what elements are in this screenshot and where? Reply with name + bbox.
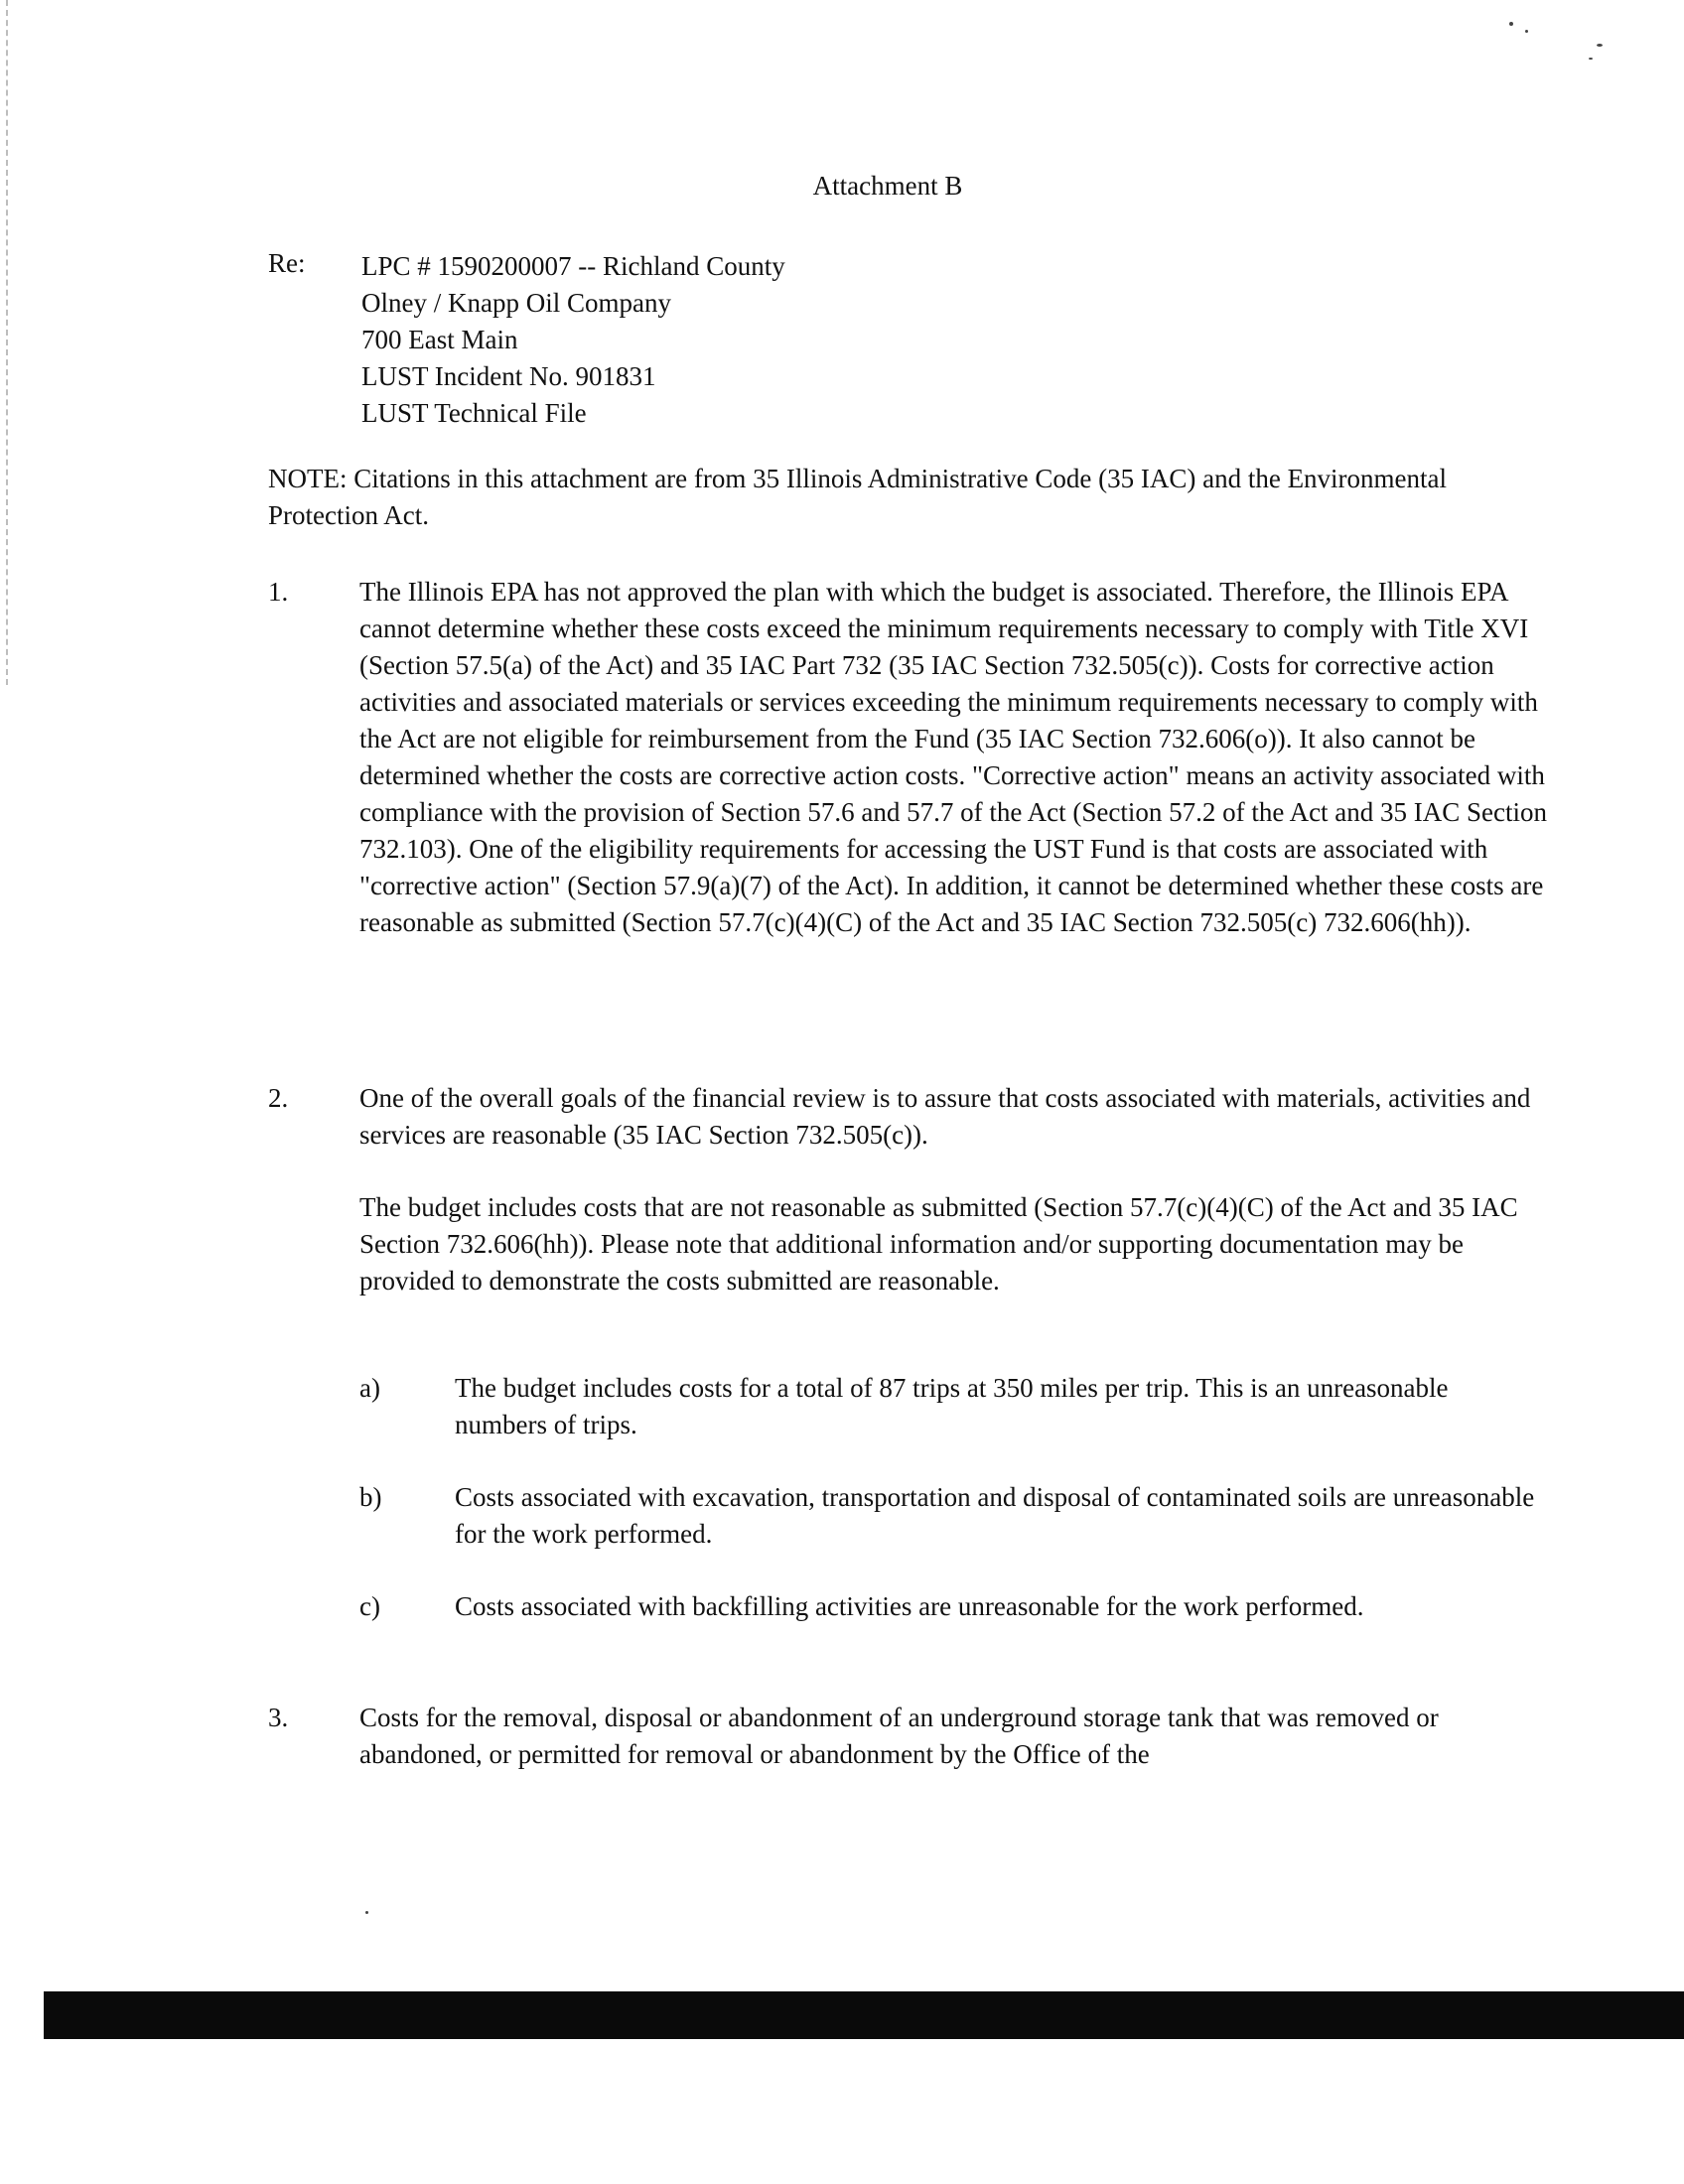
re-line: LPC # 1590200007 -- Richland County: [361, 251, 785, 281]
citation-note: NOTE: Citations in this attachment are from 35 Illinois Administrative Code (35 IAC) and the Environmental Protection Act.: [268, 464, 1448, 530]
sub-item-letter: c): [359, 1591, 380, 1621]
scan-speck: [1589, 58, 1593, 60]
scan-edge-line: [6, 0, 8, 685]
re-block: [361, 248, 785, 432]
numbered-item-2: [268, 1080, 1549, 1154]
sub-item-c: [359, 1588, 1541, 1625]
numbered-item-1: [268, 574, 1549, 941]
item-number: 2.: [268, 1083, 289, 1113]
scan-speck: [365, 1911, 368, 1914]
re-line: LUST Incident No. 901831: [361, 361, 656, 391]
item-number: 1.: [268, 577, 289, 607]
re-label: Re:: [268, 248, 306, 278]
scan-speck: [1597, 44, 1603, 47]
re-line: LUST Technical File: [361, 398, 587, 428]
numbered-item-3: [268, 1700, 1549, 1773]
item-number: 3.: [268, 1703, 289, 1732]
sub-item-text: The budget includes costs for a total of 87 trips at 350 miles per trip. This is an unreasonable numbers of trips.: [455, 1373, 1449, 1439]
sub-item-b: [359, 1479, 1541, 1553]
re-line: Olney / Knapp Oil Company: [361, 288, 671, 318]
page-title: Attachment B: [812, 171, 963, 201]
sub-item-text: Costs associated with backfilling activities are unreasonable for the work performed.: [455, 1591, 1364, 1621]
scan-black-bar: [44, 1991, 1684, 2039]
item-2-paragraph: The budget includes costs that are not reasonable as submitted (Section 57.7(c)(4)(C) of the Act and 35 IAC Section 732.606(hh)). Please note that additional information and/or supporting documentation may be provided to demonstrate the costs submitted are reasonable.: [359, 1192, 1518, 1296]
item-text: The Illinois EPA has not approved the plan with which the budget is associated. Therefore, the Illinois EPA cannot determine whether these costs exceed the minimum requirements necessary to comply with Title XVI (Section 57.5(a) of the Act) and 35 IAC Part 732 (35 IAC Section 732.505(c)). Costs for corrective action activities and associated materials or services exceeding the minimum requirements necessary to comply with the Act are not eligible for reimbursement from the Fund (35 IAC Section 732.606(o)). It also cannot be determined whether the costs are corrective action costs. "Corrective action" means an activity associated with compliance with the provision of Section 57.6 and 57.7 of the Act (Section 57.2 of the Act and 35 IAC Section 732.103). One of the eligibility requirements for accessing the UST Fund is that costs are associated with "corrective action" (Section 57.9(a)(7) of the Act). In addition, it cannot be determined whether these costs are reasonable as submitted (Section 57.7(c)(4)(C) of the Act and 35 IAC Section 732.505(c) 732.606(hh)).: [359, 577, 1548, 937]
item-text: One of the overall goals of the financial review is to assure that costs associated with materials, activities and services are reasonable (35 IAC Section 732.505(c)).: [359, 1083, 1531, 1150]
re-line: 700 East Main: [361, 325, 518, 354]
sub-item-text: Costs associated with excavation, transportation and disposal of contaminated soils are unreasonable for the work performed.: [455, 1482, 1535, 1549]
sub-item-letter: b): [359, 1482, 382, 1512]
scan-speck: [1525, 30, 1528, 33]
scan-speck: [1509, 22, 1513, 26]
item-text: Costs for the removal, disposal or abandonment of an underground storage tank that was removed or abandoned, or permitted for removal or abandonment by the Office of the: [359, 1703, 1439, 1769]
sub-item-letter: a): [359, 1373, 380, 1403]
sub-item-a: [359, 1370, 1541, 1443]
